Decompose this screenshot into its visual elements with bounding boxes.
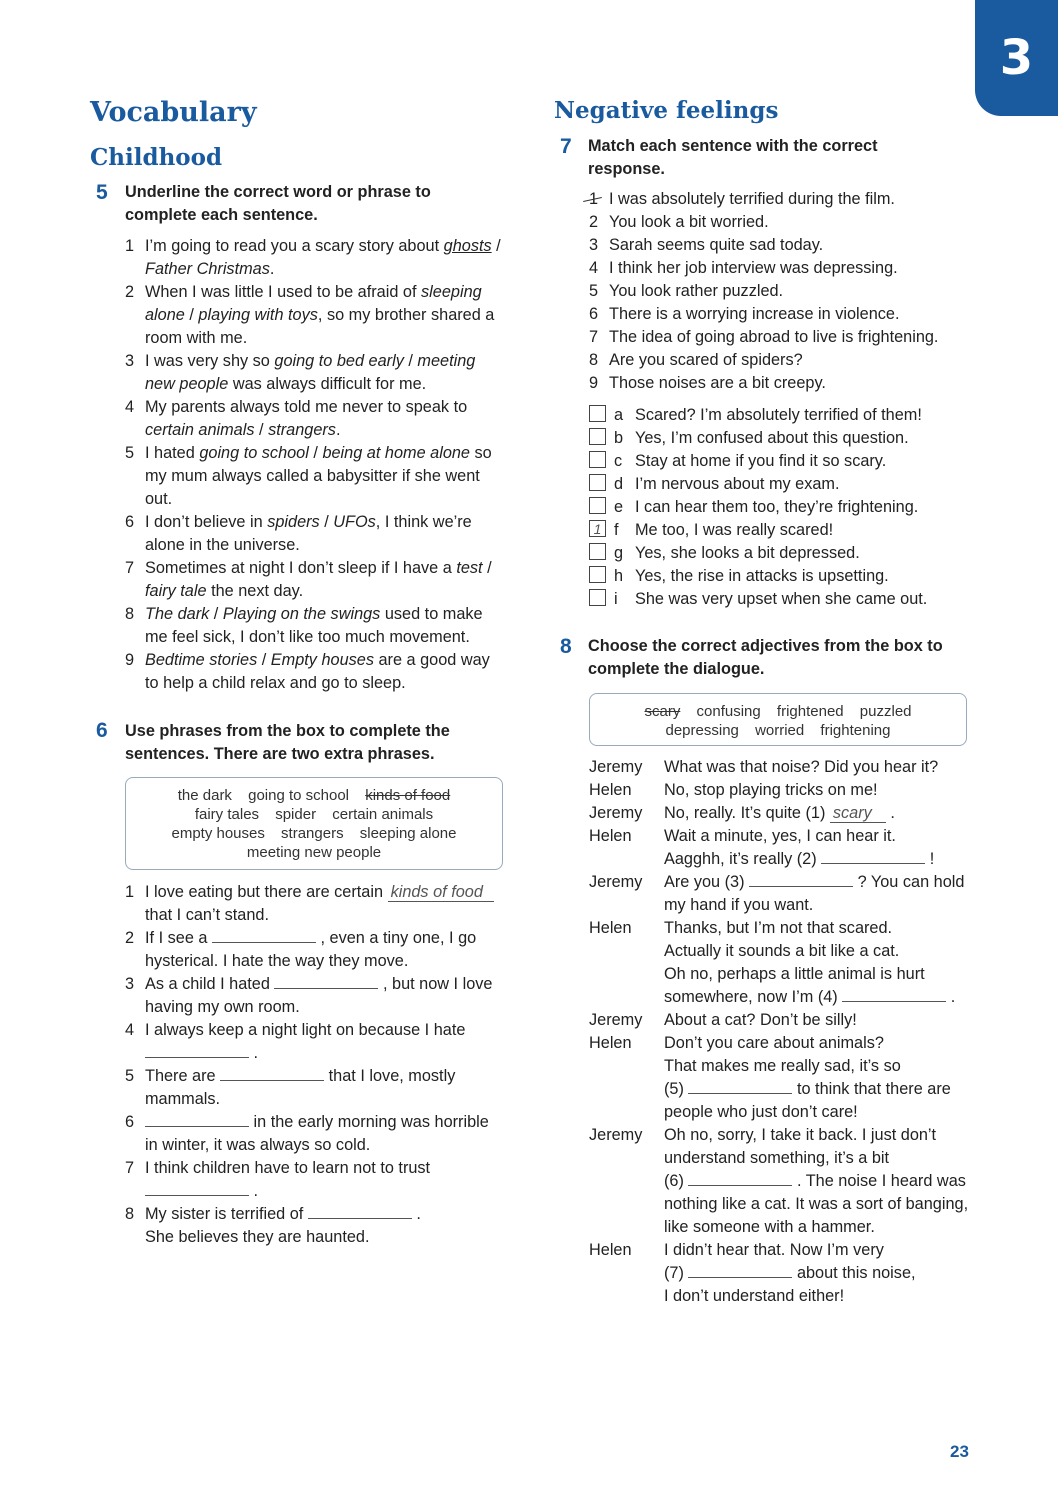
item-text: I always keep a night light on because I hate . (145, 1021, 466, 1062)
answer-checkbox[interactable] (589, 589, 606, 606)
item-number: 8 (125, 1205, 135, 1223)
item-number: 7 (589, 328, 599, 346)
response-letter: c (614, 452, 623, 470)
answer-checkbox[interactable] (589, 474, 606, 491)
item-number: 2 (125, 929, 135, 947)
speaker-name: Jeremy (589, 1126, 643, 1144)
exercise-5-item (125, 557, 505, 603)
item-number: 5 (125, 1067, 135, 1085)
exercise-6-item (125, 973, 505, 1019)
exercise-7-sentence (589, 234, 989, 257)
exercise-6-item (125, 1203, 505, 1249)
item-text: There are that I love, mostly mammals. (145, 1067, 456, 1108)
item-text: There is a worrying increase in violence. (609, 305, 900, 323)
item-text: Are you scared of spiders? (609, 351, 803, 369)
item-number: 3 (125, 352, 135, 370)
item-number: 1 (125, 883, 135, 901)
response-letter: e (614, 498, 624, 516)
item-number: 7 (125, 1159, 135, 1177)
dialogue-text: Oh no, sorry, I take it back. I just don’t understand something, it’s a bit (6) . The noise I heard was nothing like a cat. It was a sort of banging, like someone with a hammer. (664, 1126, 969, 1236)
word-box-item: puzzled (859, 703, 912, 720)
response-letter: h (614, 567, 624, 585)
answer-checkbox[interactable] (589, 405, 606, 422)
item-text: in the early morning was horrible in winter, it was always so cold. (145, 1113, 489, 1154)
response-text: Scared? I’m absolutely terrified of them! (635, 406, 922, 424)
exercise-7-response (589, 450, 989, 473)
item-number: 4 (589, 259, 599, 277)
exercise-7-instruction: Match each sentence with the correct response. (588, 137, 878, 178)
item-number: 5 (125, 444, 135, 462)
exercise-6-item (125, 927, 505, 973)
word-box-item: kinds of food (365, 787, 451, 804)
response-text: Yes, the rise in attacks is upsetting. (635, 567, 889, 585)
word-box-item: confusing (696, 703, 761, 720)
answer-checkbox[interactable] (589, 543, 606, 560)
item-text: I was very shy so going to bed early / meeting new people was always difficult for me. (145, 352, 476, 393)
exercise-7-sentence (589, 349, 989, 372)
exercise-7-response (589, 542, 989, 565)
dialogue-text: No, stop playing tricks on me! (664, 781, 878, 799)
exercise-7-sentence (589, 326, 989, 349)
answer-blank[interactable] (749, 872, 853, 887)
answer-checkbox[interactable] (589, 566, 606, 583)
response-text: Me too, I was really scared! (635, 521, 834, 539)
unit-number: 3 (999, 30, 1034, 86)
dialogue-line (589, 917, 969, 1009)
response-text: She was very upset when she came out. (635, 590, 928, 608)
item-number: 5 (589, 282, 599, 300)
item-text: I love eating but there are certain kinds of food that I can’t stand. (145, 883, 494, 924)
speaker-name: Helen (589, 781, 632, 799)
item-number: 3 (125, 975, 135, 993)
dialogue-text: No, really. It’s quite (1) scary . (664, 804, 895, 822)
exercise-6-item (125, 1019, 505, 1065)
item-text: Sometimes at night I don’t sleep if I have a test / fairy tale the next day. (145, 559, 492, 600)
item-text: I think her job interview was depressing. (609, 259, 898, 277)
dialogue-text: Wait a minute, yes, I can hear it. Aagghh, it’s really (2) ! (664, 827, 935, 868)
item-text: The dark / Playing on the swings used to make me feel sick, I don’t like too much movement. (145, 605, 483, 646)
item-text: I think children have to learn not to trust . (145, 1159, 431, 1200)
dialogue-line (589, 756, 969, 779)
response-text: Yes, she looks a bit depressed. (635, 544, 860, 562)
dialogue-line (589, 871, 969, 917)
exercise-6-item (125, 1157, 505, 1203)
item-number: 2 (589, 213, 599, 231)
word-box-item: sleeping alone (359, 825, 457, 842)
item-text: Sarah seems quite sad today. (609, 236, 824, 254)
dialogue-text: Thanks, but I’m not that scared. Actually it sounds a bit like a cat. Oh no, perhaps a little animal is hurt somewhere, now I’m (4) . (664, 919, 956, 1006)
item-text: When I was little I used to be afraid of sleeping alone / playing with toys, so my brother shared a room with me. (145, 283, 495, 347)
item-number: 4 (125, 1021, 135, 1039)
word-box-item: frightened (776, 703, 844, 720)
item-text: If I see a , even a tiny one, I go hysterical. I hate the way they move. (145, 929, 477, 970)
answer-blank[interactable] (842, 987, 946, 1002)
word-box-item: worried (755, 722, 805, 739)
exercise-7-response (589, 588, 989, 611)
exercise-6-item (125, 881, 505, 927)
word-box-item: meeting new people (246, 844, 382, 861)
exercise-7-sentence (589, 303, 989, 326)
item-text: Bedtime stories / Empty houses are a good way to help a child relax and go to sleep. (145, 651, 490, 692)
example-answer: kinds of food (388, 883, 494, 902)
answer-blank[interactable] (145, 1181, 249, 1196)
dialogue-text: Are you (3) ? You can hold my hand if you want. (664, 873, 965, 914)
item-text: Those noises are a bit creepy. (609, 374, 826, 392)
item-text: My sister is terrified of . She believes they are haunted. (145, 1205, 421, 1246)
exercise-7-sentences (589, 188, 989, 395)
answer-checkbox[interactable] (589, 451, 606, 468)
item-number: 8 (125, 605, 135, 623)
speaker-name: Jeremy (589, 1011, 643, 1029)
item-text: As a child I hated , but now I love having my own room. (145, 975, 493, 1016)
exercise-7-response (589, 519, 989, 542)
answer-blank[interactable] (145, 1043, 249, 1058)
response-letter: i (614, 590, 618, 608)
dialogue-line (589, 1124, 969, 1239)
exercise-7-sentence (589, 257, 989, 280)
item-text: My parents always told me never to speak to certain animals / strangers. (145, 398, 468, 439)
item-number: 9 (125, 651, 135, 669)
item-number: 7 (125, 559, 135, 577)
exercise-5-item (125, 235, 505, 281)
word-box-item: frightening (820, 722, 891, 739)
speaker-name: Helen (589, 919, 632, 937)
exercise-7-sentence (589, 372, 989, 395)
exercise-7-number: 7 (560, 135, 572, 158)
exercise-5-item (125, 603, 505, 649)
word-box-item: certain animals (332, 806, 434, 823)
exercise-6-word-box (125, 777, 503, 870)
exercise-6-item (125, 1065, 505, 1111)
dialogue-line (589, 779, 969, 802)
answer-blank[interactable] (212, 928, 316, 943)
dialogue-text: What was that noise? Did you hear it? (664, 758, 939, 776)
exercise-6-list (125, 881, 505, 1249)
unit-tab (975, 0, 1058, 116)
example-answer: scary (830, 804, 886, 823)
answer-blank[interactable] (688, 1171, 792, 1186)
speaker-name: Jeremy (589, 873, 643, 891)
exercise-5-item (125, 649, 505, 695)
word-box-item: going to school (248, 787, 350, 804)
answer-blank[interactable] (145, 1112, 249, 1127)
item-text: I don’t believe in spiders / UFOs, I think we’re alone in the universe. (145, 513, 472, 554)
word-box-item: depressing (665, 722, 739, 739)
exercise-5-item (125, 442, 505, 511)
word-box-item: strangers (281, 825, 344, 842)
exercise-7-sentence (589, 188, 989, 211)
exercise-6-item (125, 1111, 505, 1157)
subsection-title-childhood: Childhood (90, 144, 223, 171)
section-title-vocabulary: Vocabulary (90, 97, 257, 128)
exercise-6-number: 6 (96, 719, 108, 742)
word-box-item: empty houses (171, 825, 265, 842)
response-letter: d (614, 475, 624, 493)
answer-blank[interactable] (821, 849, 925, 864)
exercise-8-dialogue (589, 756, 969, 1308)
item-number: 9 (589, 374, 599, 392)
exercise-5-item (125, 396, 505, 442)
word-box-item: scary (644, 703, 681, 720)
word-box-item: spider (275, 806, 317, 823)
answer-checkbox[interactable] (589, 497, 606, 514)
dialogue-line (589, 1032, 969, 1124)
answer-blank[interactable] (688, 1079, 792, 1094)
exercise-8-number: 8 (560, 635, 572, 658)
word-box-item: fairy tales (194, 806, 260, 823)
exercise-7-sentence (589, 211, 989, 234)
exercise-5-item (125, 511, 505, 557)
word-box-item: the dark (177, 787, 232, 804)
response-letter: b (614, 429, 624, 447)
item-number: 6 (589, 305, 599, 323)
response-letter: a (614, 406, 624, 424)
item-text: I was absolutely terrified during the film. (609, 190, 895, 208)
speaker-name: Helen (589, 1241, 632, 1259)
item-text: You look a bit worried. (609, 213, 769, 231)
response-letter: f (614, 521, 619, 539)
response-text: Stay at home if you find it so scary. (635, 452, 887, 470)
item-number: 3 (589, 236, 599, 254)
speaker-name: Jeremy (589, 758, 643, 776)
answer-checkbox[interactable] (589, 428, 606, 445)
item-number: 6 (125, 1113, 135, 1131)
exercise-5-instruction: Underline the correct word or phrase to complete each sentence. (125, 183, 431, 224)
item-number: 8 (589, 351, 599, 369)
exercise-7-response (589, 473, 989, 496)
speaker-name: Helen (589, 827, 632, 845)
exercise-7-sentence (589, 280, 989, 303)
dialogue-text: Don’t you care about animals? That makes me really sad, it’s so (5) to think that there are people who just don’t care! (664, 1034, 951, 1121)
item-number: 1 (589, 188, 598, 211)
item-number: 1 (125, 237, 135, 255)
speaker-name: Jeremy (589, 804, 643, 822)
item-number: 4 (125, 398, 135, 416)
item-text: I hated going to school / being at home alone so my mum always called a babysitter if she went out. (145, 444, 492, 508)
exercise-6-instruction: Use phrases from the box to complete the sentences. There are two extra phrases. (125, 722, 450, 763)
exercise-7-response (589, 496, 989, 519)
exercise-5-item (125, 281, 505, 350)
answer-blank[interactable] (308, 1204, 412, 1219)
exercise-5-list (125, 235, 505, 695)
dialogue-line (589, 825, 969, 871)
item-number: 6 (125, 513, 135, 531)
section-title-negative-feelings: Negative feelings (554, 97, 779, 124)
answer-blank[interactable] (274, 974, 378, 989)
answer-blank[interactable] (220, 1066, 324, 1081)
response-text: Yes, I’m confused about this question. (635, 429, 909, 447)
item-number: 2 (125, 283, 135, 301)
exercise-7-responses (589, 404, 989, 611)
answer-checkbox[interactable]: 1 (589, 520, 606, 537)
exercise-5-item (125, 350, 505, 396)
answer-blank[interactable] (688, 1263, 792, 1278)
speaker-name: Helen (589, 1034, 632, 1052)
dialogue-line (589, 1239, 969, 1308)
exercise-7-response (589, 427, 989, 450)
exercise-5-number: 5 (96, 181, 108, 204)
exercise-8-word-box (589, 693, 967, 746)
dialogue-line (589, 802, 969, 825)
exercise-7-response (589, 565, 989, 588)
response-text: I’m nervous about my exam. (635, 475, 840, 493)
dialogue-text: About a cat? Don’t be silly! (664, 1011, 857, 1029)
response-text: I can hear them too, they’re frightening. (635, 498, 919, 516)
item-text: You look rather puzzled. (609, 282, 784, 300)
dialogue-line (589, 1009, 969, 1032)
dialogue-text: I didn’t hear that. Now I’m very (7) about this noise, I don’t understand either! (664, 1241, 916, 1305)
exercise-7-response (589, 404, 989, 427)
item-text: The idea of going abroad to live is frightening. (609, 328, 939, 346)
response-letter: g (614, 544, 624, 562)
item-text: I’m going to read you a scary story about ghosts / Father Christmas. (145, 237, 501, 278)
exercise-8-instruction: Choose the correct adjectives from the box to complete the dialogue. (588, 637, 943, 678)
page-number: 23 (950, 1442, 969, 1461)
